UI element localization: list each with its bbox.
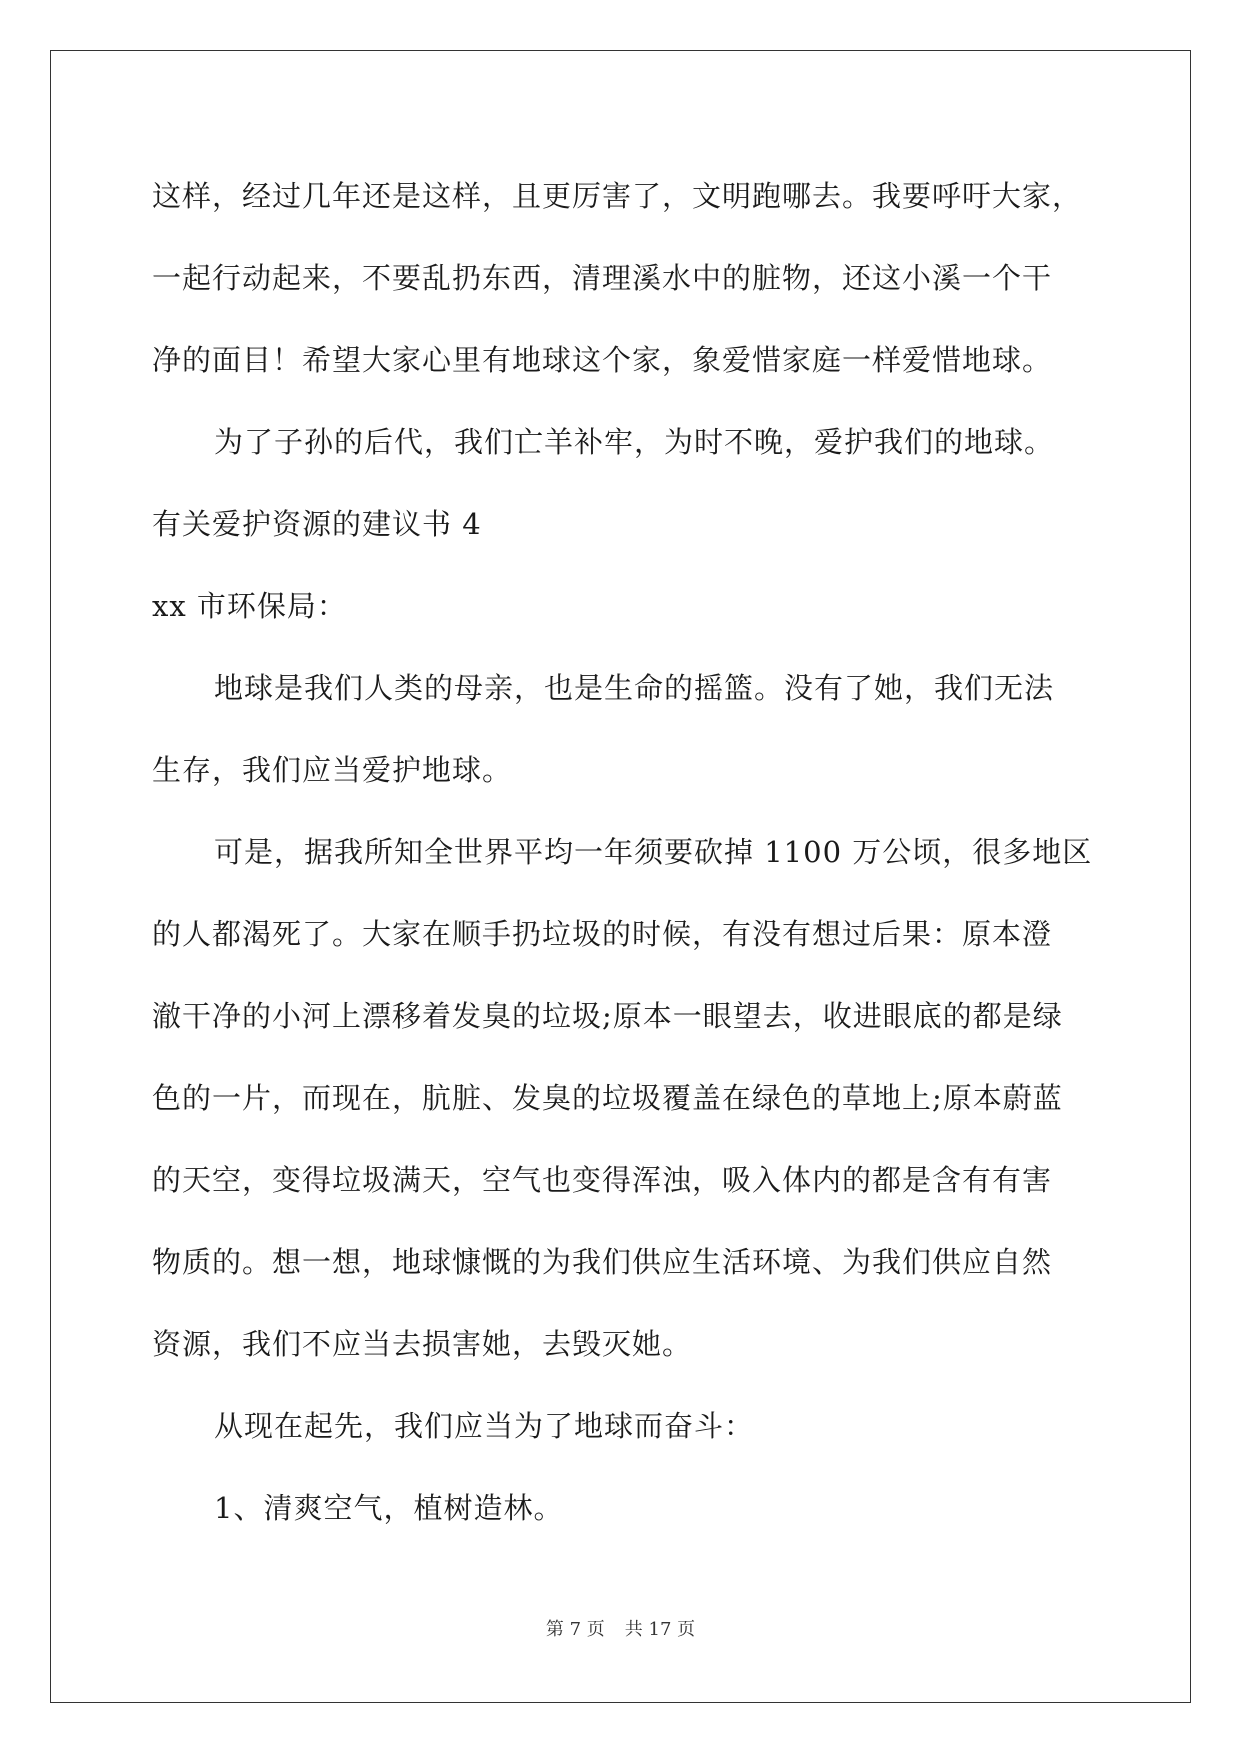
text-line: 地球是我们人类的母亲，也是生命的摇篮。没有了她，我们无法 bbox=[214, 671, 1055, 705]
list-item: 1、清爽空气，植树造林。 bbox=[214, 1491, 564, 1525]
text-line: 这样，经过几年还是这样，且更厉害了，文明跑哪去。我要呼吁大家， bbox=[152, 179, 1083, 213]
text-line: 物质的。想一想，地球慷慨的为我们供应生活环境、为我们供应自然 bbox=[152, 1245, 1053, 1279]
text-line: 色的一片，而现在，肮脏、发臭的垃圾覆盖在绿色的草地上;原本蔚蓝 bbox=[152, 1081, 1063, 1115]
salutation: xx 市环保局： bbox=[152, 589, 347, 623]
text-line: 一起行动起来，不要乱扔东西，清理溪水中的脏物，还这小溪一个干 bbox=[152, 261, 1053, 295]
text-line: 生存，我们应当爱护地球。 bbox=[152, 753, 513, 787]
text-line: 的天空，变得垃圾满天，空气也变得浑浊，吸入体内的都是含有有害 bbox=[152, 1163, 1053, 1197]
text-line: 为了子孙的后代，我们亡羊补牢，为时不晚，爱护我们的地球。 bbox=[214, 425, 1055, 459]
page-footer bbox=[0, 1615, 1241, 1641]
text-line: 从现在起先，我们应当为了地球而奋斗： bbox=[214, 1409, 755, 1443]
text-line: 可是，据我所知全世界平均一年须要砍掉 1100 万公顷，很多地区 bbox=[214, 835, 1093, 869]
text-line: 澈干净的小河上漂移着发臭的垃圾;原本一眼望去，收进眼底的都是绿 bbox=[152, 999, 1063, 1033]
page-number: 第 7 页 bbox=[545, 1619, 605, 1640]
section-heading: 有关爱护资源的建议书 4 bbox=[152, 507, 482, 541]
text-line: 净的面目！希望大家心里有地球这个家，象爱惜家庭一样爱惜地球。 bbox=[152, 343, 1053, 377]
text-line: 的人都渴死了。大家在顺手扔垃圾的时候，有没有想过后果：原本澄 bbox=[152, 917, 1053, 951]
document-body bbox=[152, 155, 1092, 1549]
text-line: 资源，我们不应当去损害她，去毁灭她。 bbox=[152, 1327, 693, 1361]
page-total: 共 17 页 bbox=[624, 1619, 696, 1640]
